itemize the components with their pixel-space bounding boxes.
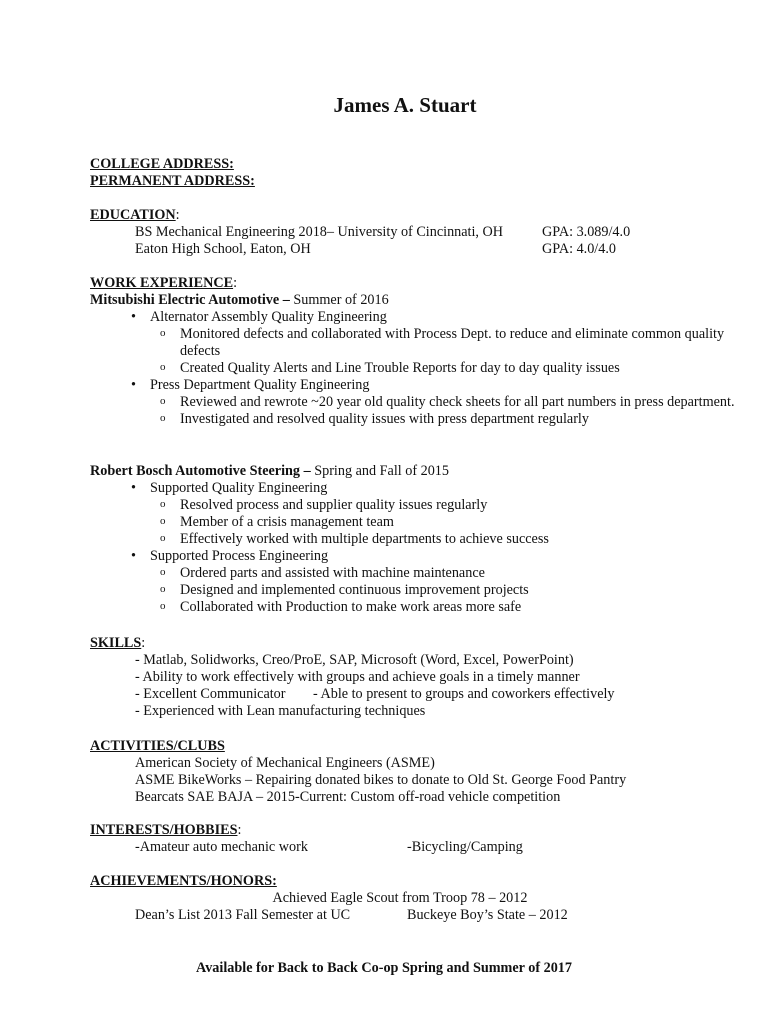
education-heading-colon: : (175, 207, 180, 223)
task-item: o Resolved process and supplier quality issues regularly (90, 497, 760, 514)
permanent-address-label: PERMANENT ADDRESS: (90, 173, 255, 189)
work-heading-colon: : (233, 275, 238, 291)
education-school: BS Mechanical Engineering 2018– University of Cincinnati, OH (135, 224, 504, 240)
skill-line: - Experienced with Lean manufacturing techniques (135, 703, 426, 719)
achievements-section (90, 873, 710, 924)
interests-heading: INTERESTS/HOBBIES (90, 822, 238, 838)
job-period: Spring and Fall of 2015 (310, 463, 449, 479)
task-item: o Collaborated with Production to make work areas more safe (90, 599, 760, 616)
interest-item: -Amateur auto mechanic work (135, 839, 308, 855)
activities-section (90, 738, 626, 806)
skill-line: - Ability to work effectively with groups and achieve goals in a timely manner (135, 669, 580, 685)
availability-note: Available for Back to Back Co-op Spring and Summer of 2017 (196, 960, 572, 976)
achievement-deans-list: Dean’s List 2013 Fall Semester at UC (135, 907, 351, 923)
role-item: • Supported Quality Engineering (90, 480, 760, 497)
work-section-bosch (90, 463, 760, 616)
work-heading: WORK EXPERIENCE (90, 275, 234, 291)
role-item: • Press Department Quality Engineering (90, 377, 760, 394)
job-company: Robert Bosch Automotive Steering – (90, 463, 311, 479)
task-item: o Investigated and resolved quality issues with press department regularly (90, 411, 760, 428)
address-section (90, 156, 255, 190)
job-period: Summer of 2016 (289, 292, 389, 308)
education-entry (90, 241, 616, 258)
task-item: o Reviewed and rewrote ~20 year old quality check sheets for all part numbers in press department. (90, 394, 760, 411)
task-item: o Effectively worked with multiple departments to achieve success (90, 531, 760, 548)
job-company: Mitsubishi Electric Automotive – (90, 292, 290, 308)
work-section (90, 275, 760, 428)
skill-line (90, 686, 615, 703)
role-item: • Alternator Assembly Quality Engineering (90, 309, 760, 326)
education-gpa: GPA: 4.0/4.0 (542, 241, 616, 257)
education-section (90, 207, 631, 258)
interest-item: -Bicycling/Camping (407, 839, 523, 855)
task-item: o Created Quality Alerts and Line Trouble Reports for day to day quality issues (90, 360, 760, 377)
task-item: o Designed and implemented continuous improvement projects (90, 582, 760, 599)
skill-line: - Matlab, Solidworks, Creo/ProE, SAP, Microsoft (Word, Excel, PowerPoint) (135, 652, 574, 668)
achievement-line (90, 907, 710, 924)
skills-heading: SKILLS (90, 635, 142, 651)
skills-section (90, 635, 615, 720)
achievement-line: Achieved Eagle Scout from Troop 78 – 2012 (272, 890, 528, 906)
applicant-name: James A. Stuart (333, 93, 477, 117)
task-item: o Member of a crisis management team (90, 514, 760, 531)
education-school: Eaton High School, Eaton, OH (135, 241, 311, 257)
college-address-label: COLLEGE ADDRESS: (90, 156, 234, 172)
skill-present: - Able to present to groups and coworkers effectively (313, 686, 615, 702)
activity-line: Bearcats SAE BAJA – 2015-Current: Custom off-road vehicle competition (135, 789, 561, 805)
interests-section (90, 822, 523, 856)
interest-line (90, 839, 523, 856)
role-item: • Supported Process Engineering (90, 548, 760, 565)
activity-line: ASME BikeWorks – Repairing donated bikes to donate to Old St. George Food Pantry (135, 772, 627, 788)
achievements-heading: ACHIEVEMENTS/HONORS: (90, 873, 277, 889)
job-title-line (90, 292, 760, 309)
task-item: o Monitored defects and collaborated with Process Dept. to reduce and eliminate common quality defects (90, 326, 760, 360)
skills-heading-colon: : (141, 635, 146, 651)
interests-heading-colon: : (237, 822, 242, 838)
education-gpa: GPA: 3.089/4.0 (542, 224, 631, 240)
activity-line: American Society of Mechanical Engineers (ASME) (135, 755, 435, 771)
skill-communicator: - Excellent Communicator (135, 686, 286, 702)
education-entry (90, 224, 631, 241)
achievement-boys-state: Buckeye Boy’s State – 2012 (407, 907, 568, 923)
task-item: o Ordered parts and assisted with machine maintenance (90, 565, 760, 582)
activities-heading: ACTIVITIES/CLUBS (90, 738, 225, 754)
job-title-line (90, 463, 760, 480)
education-heading: EDUCATION (90, 207, 176, 223)
